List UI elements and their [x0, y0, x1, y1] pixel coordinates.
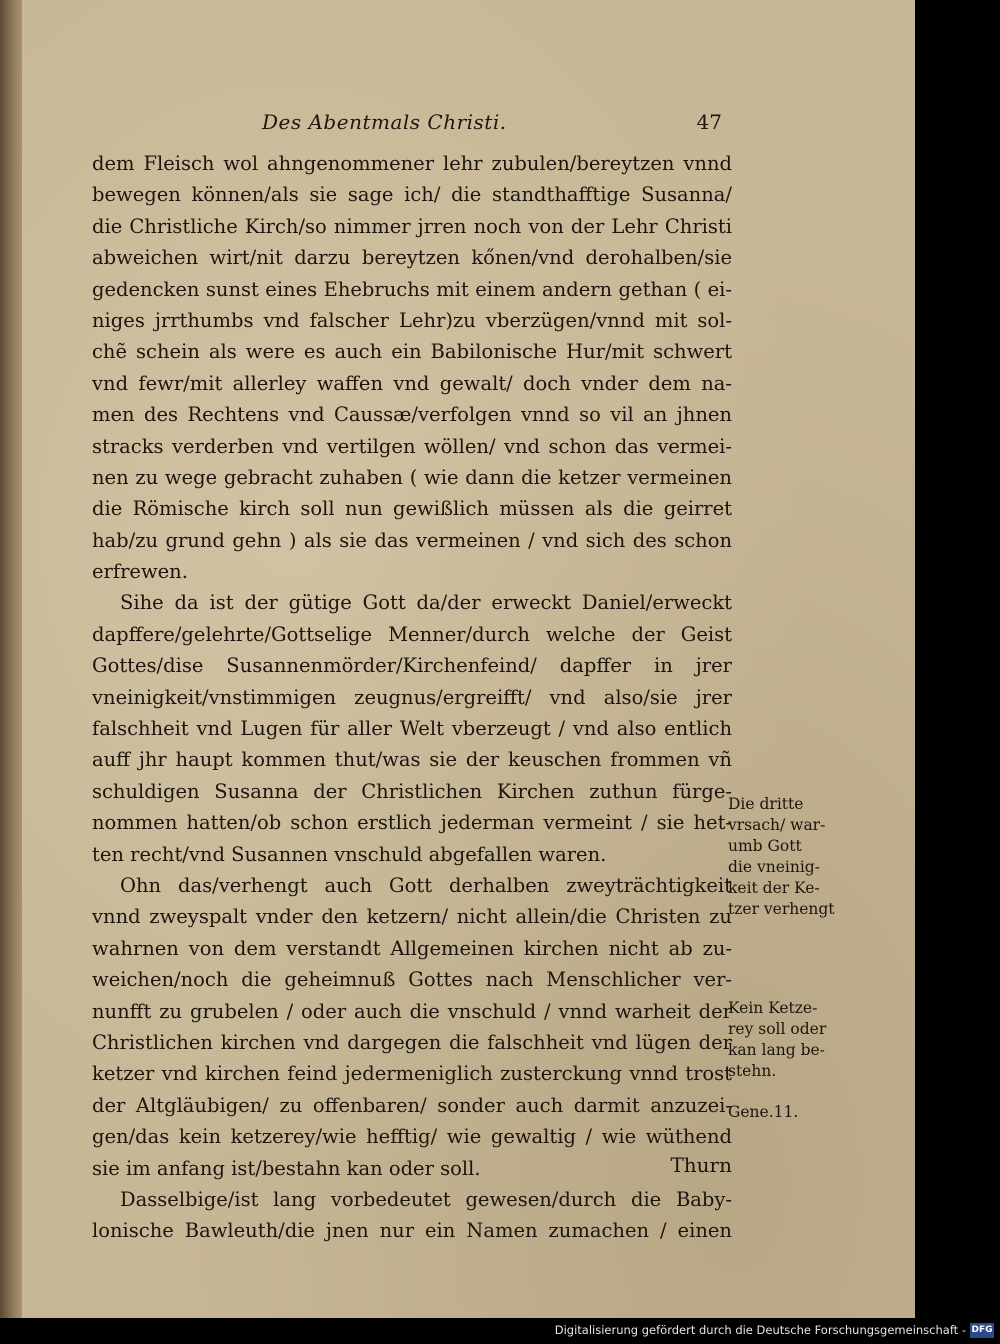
- text-line: erfrewen.: [92, 560, 188, 584]
- text-line: Gottes/dise Susannenmörder/Kirchenfeind/ dapffer in jrer: [92, 654, 732, 678]
- text-line: niges jrrthumbs vnd falscher Lehr)zu vberzügen/vnnd mit sol-: [92, 308, 732, 332]
- main-text-block: [92, 148, 732, 1247]
- funding-credit: Digitalisierung gefördert durch die Deutsche Forschungsgemeinschaft -: [554, 1323, 966, 1337]
- marginal-note-kein-ketzerey: [728, 998, 848, 1082]
- text-line: gedencken sunst eines Ehebruchs mit einem andern gethan ( ei-: [92, 277, 732, 301]
- text-line: men des Rechtens vnd Caussæ/verfolgen vnnd so vil an jhnen: [92, 403, 732, 427]
- book-spine-edge: [0, 0, 22, 1318]
- text-line: chẽ schein als were es auch ein Babilonische Hur/mit schwert: [92, 340, 732, 364]
- digitization-footer: [0, 1318, 1000, 1344]
- marginal-line: keit der Ke-: [728, 879, 820, 897]
- text-line: ten recht/vnd Susannen vnschuld abgefallen waren.: [92, 842, 607, 866]
- text-line: vneinigkeit/vnstimmigen zeugnus/ergreifft/ vnd also/sie jrer: [92, 685, 732, 709]
- text-line: weichen/noch die geheimnuß Gottes nach Menschlicher ver-: [92, 968, 732, 992]
- text-line: vnnd zweyspalt vnder den ketzern/ nicht allein/die Christen zu: [92, 905, 732, 929]
- text-line: stracks verderben vnd vertilgen wöllen/ vnd schon das vermei-: [92, 434, 732, 458]
- book-page: [22, 0, 915, 1318]
- text-line: auff jhr haupt kommen thut/was sie der keuschen frommen vñ: [92, 748, 732, 772]
- marginal-line: stehn.: [728, 1062, 777, 1080]
- marginal-line: tzer verhengt: [728, 900, 835, 918]
- marginal-line: Die dritte: [728, 795, 804, 813]
- text-line: ketzer vnd kirchen feind jedermeniglich zusterckung vnnd trost: [92, 1062, 732, 1086]
- text-line: gen/das kein ketzerey/wie hefftig/ wie gewaltig / wie wüthend: [92, 1125, 732, 1149]
- marginal-line: kan lang be-: [728, 1041, 825, 1059]
- text-line: vnd fewr/mit allerley waffen vnd gewalt/ doch vnder dem na-: [92, 371, 732, 395]
- text-line: Dasselbige/ist lang vorbedeutet gewesen/durch die Baby-: [120, 1187, 732, 1211]
- marginal-note-dritte-vrsach: [728, 794, 848, 920]
- marginal-line: Gene.11.: [728, 1103, 799, 1121]
- text-line: nommen hatten/ob schon erstlich jederman vermeint / sie het-: [92, 811, 732, 835]
- running-title: Des Abentmals Christi.: [262, 110, 507, 134]
- marginal-line: vrsach/ war-: [728, 816, 826, 834]
- marginal-note-genesis-ref: [728, 1102, 848, 1123]
- text-line: falschheit vnd Lugen für aller Welt vberzeugt / vnd also entlich: [92, 717, 732, 741]
- marginal-line: die vneinig-: [728, 858, 820, 876]
- text-line: abweichen wirt/nit darzu bereytzen kőnen/vnd derohalben/sie: [92, 246, 732, 270]
- text-line: Christlichen kirchen vnd dargegen die falschheit vnd lügen der: [92, 1030, 732, 1054]
- catchword: Thurn: [670, 1153, 732, 1177]
- page-header: [262, 108, 722, 142]
- text-line: dapffere/gelehrte/Gottselige Menner/durch welche der Geist: [92, 622, 732, 646]
- text-line: Ohn das/verhengt auch Gott derhalben zweyträchtigkeit: [120, 873, 732, 897]
- dfg-logo: DFG: [970, 1323, 994, 1338]
- page-number: 47: [696, 110, 722, 134]
- text-line: Sihe da ist der gütige Gott da/der erweckt Daniel/erweckt: [120, 591, 732, 615]
- marginal-line: Kein Ketze-: [728, 999, 818, 1017]
- text-line: bewegen können/als sie sage ich/ die standthafftige Susanna/: [92, 183, 732, 207]
- text-line: die Christliche Kirch/so nimmer jrren noch von der Lehr Christi: [92, 214, 732, 238]
- text-line: wahrnen von dem verstandt Allgemeinen kirchen nicht ab zu-: [92, 936, 732, 960]
- text-line: der Altgläubigen/ zu offenbaren/ sonder auch darmit anzuzei-: [92, 1093, 732, 1117]
- text-line: sie im anfang ist/bestahn kan oder soll.: [92, 1156, 481, 1180]
- text-line: nunfft zu grubelen / oder auch die vnschuld / vnnd warheit der: [92, 999, 732, 1023]
- text-line: hab/zu grund gehn ) als sie das vermeinen / vnd sich des schon: [92, 528, 732, 552]
- marginal-line: umb Gott: [728, 837, 802, 855]
- text-line: schuldigen Susanna der Christlichen Kirchen zuthun fürge-: [92, 779, 732, 803]
- text-line: nen zu wege gebracht zuhaben ( wie dann die ketzer vermeinen: [92, 465, 732, 489]
- text-line: dem Fleisch wol ahngenommener lehr zubulen/bereytzen vnnd: [92, 152, 732, 175]
- text-line: die Römische kirch soll nun gewißlich müssen als die geirret: [92, 497, 732, 521]
- text-line: lonische Bawleuth/die jnen nur ein Namen zumachen / einen: [92, 1219, 732, 1243]
- marginal-line: rey soll oder: [728, 1020, 827, 1038]
